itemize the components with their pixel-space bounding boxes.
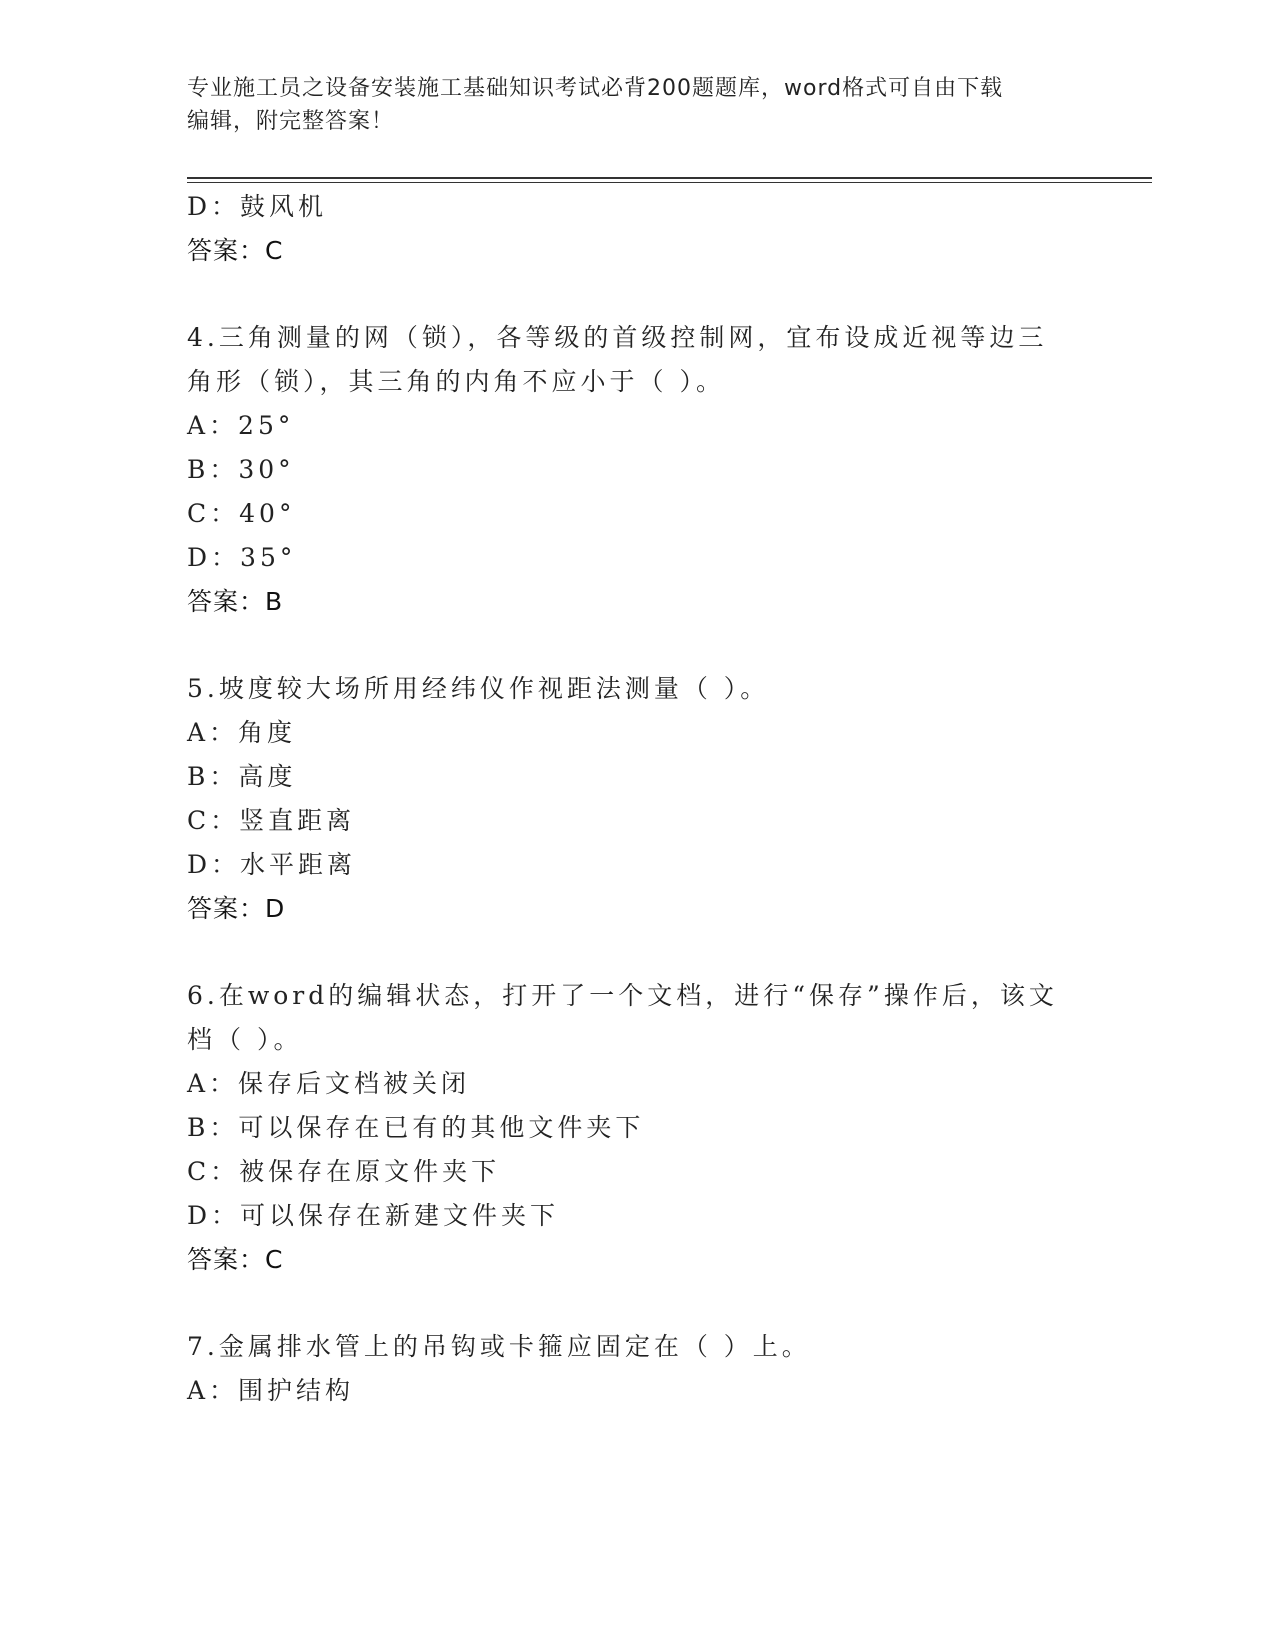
answer-label: 答案： — [187, 587, 266, 616]
q6-option-a: A：保存后文档被关闭 — [187, 1069, 471, 1098]
q6-option-d: D：可以保存在新建文件夹下 — [187, 1201, 560, 1230]
answer-value: C — [265, 236, 284, 265]
q4-option-a: A：25° — [187, 411, 295, 440]
answer-label: 答案： — [187, 894, 266, 923]
q6-answer — [187, 1245, 283, 1275]
q6-stem-line2: 档（ ）。 — [187, 1025, 303, 1054]
answer-value: B — [265, 587, 284, 616]
header-title-line2: 编辑，附完整答案！ — [187, 109, 395, 134]
q7-stem-line1: 7.金属排水管上的吊钩或卡箍应固定在（ ）上。 — [187, 1332, 811, 1361]
q5-option-d: D：水平距离 — [187, 850, 357, 879]
q6-option-c: C：被保存在原文件夹下 — [187, 1157, 501, 1186]
q5-option-b: B：高度 — [187, 762, 297, 791]
q4-stem-line2: 角形（锁），其三角的内角不应小于（ ）。 — [187, 367, 725, 396]
q6-option-b: B：可以保存在已有的其他文件夹下 — [187, 1113, 645, 1142]
header-divider-thick — [187, 177, 1152, 179]
q5-stem-line1: 5.坡度较大场所用经纬仪作视距法测量（ ）。 — [187, 674, 770, 703]
q4-option-c: C：40° — [187, 499, 296, 528]
q3-answer — [187, 236, 283, 266]
header-title-line1: 专业施工员之设备安装施工基础知识考试必背200题题库，word格式可自由下载 — [187, 76, 1004, 101]
answer-label: 答案： — [187, 236, 266, 265]
q3-option-d: D：鼓风机 — [187, 192, 328, 221]
q4-answer — [187, 587, 283, 617]
q4-option-d: D：35° — [187, 543, 297, 572]
q5-option-c: C：竖直距离 — [187, 806, 356, 835]
answer-value: D — [265, 894, 286, 923]
document-header — [187, 72, 1067, 138]
answer-label: 答案： — [187, 1245, 266, 1274]
header-divider-thin — [187, 182, 1152, 183]
answer-value: C — [265, 1245, 284, 1274]
q5-answer — [187, 894, 285, 924]
q7-option-a: A：围护结构 — [187, 1376, 355, 1405]
q4-stem-line1: 4.三角测量的网（锁），各等级的首级控制网，宜布设成近视等边三 — [187, 323, 1048, 352]
q4-option-b: B：30° — [187, 455, 295, 484]
q6-stem-line1: 6.在word的编辑状态，打开了一个文档，进行“保存”操作后，该文 — [187, 981, 1058, 1010]
q5-option-a: A：角度 — [187, 718, 297, 747]
